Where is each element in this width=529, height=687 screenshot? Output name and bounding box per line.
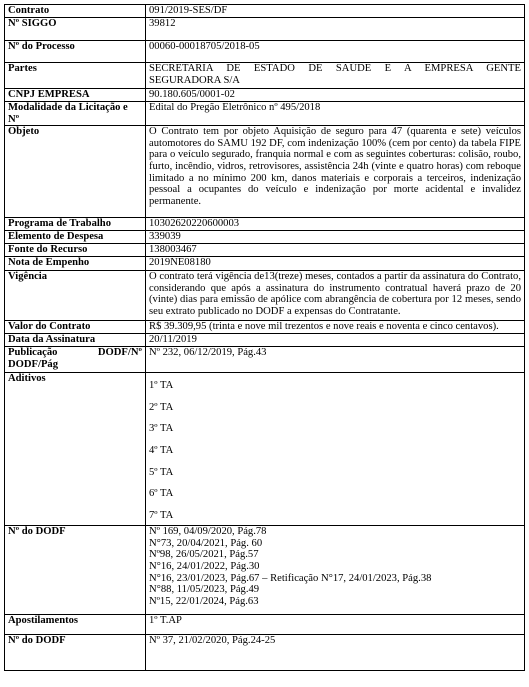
label-dodf-aditivos: Nº do DODF — [5, 526, 146, 615]
value-dodf-apostilamentos: Nº 37, 21/02/2020, Pág.24-25 — [146, 635, 525, 671]
row-elemento — [5, 231, 525, 244]
label-valor: Valor do Contrato — [5, 321, 146, 334]
value-aditivos — [146, 373, 525, 526]
label-partes: Partes — [5, 63, 146, 89]
publicacao-label-line-2: DODF/Pág — [8, 358, 59, 370]
row-apostilamentos — [5, 615, 525, 635]
label-cnpj: CNPJ EMPRESA — [5, 89, 146, 102]
label-publicacao — [5, 347, 146, 373]
value-empenho: 2019NE08180 — [146, 257, 525, 271]
row-siggo — [5, 18, 525, 41]
label-assinatura: Data da Assinatura — [5, 334, 146, 347]
value-processo: 00060-00018705/2018-05 — [146, 41, 525, 63]
label-empenho: Nota de Empenho — [5, 257, 146, 271]
row-valor — [5, 321, 525, 334]
aditivo-item: 4º TA — [149, 444, 174, 456]
aditivo-item: 2º TA — [149, 401, 174, 413]
value-modalidade: Edital do Pregão Eletrônico nº 495/2018 — [146, 102, 525, 126]
value-publicacao: Nº 232, 06/12/2019, Pág.43 — [146, 347, 525, 373]
contract-summary-table — [4, 4, 525, 671]
label-modalidade — [5, 102, 146, 126]
row-aditivos — [5, 373, 525, 526]
label-processo: Nº do Processo — [5, 41, 146, 63]
label-fonte: Fonte do Recurso — [5, 244, 146, 257]
dodf-item: Nº15, 22/01/2024, Pág.63 — [149, 595, 259, 607]
dodf-item: Nº 169, 04/09/2020, Pág.78 — [149, 526, 267, 538]
row-dodf-aditivos — [5, 526, 525, 615]
label-siggo: Nº SIGGO — [5, 18, 146, 41]
row-empenho — [5, 257, 525, 271]
row-modalidade — [5, 102, 525, 126]
row-cnpj — [5, 89, 525, 102]
publicacao-label-line-1 — [8, 347, 142, 359]
value-dodf-aditivos — [146, 526, 525, 615]
value-programa: 10302620220600003 — [146, 218, 525, 231]
modalidade-label-line-2: Nº — [8, 113, 20, 125]
value-elemento: 339039 — [146, 231, 525, 244]
value-objeto: O Contrato tem por objeto Aquisição de seguro para 47 (quarenta e sete) veículos automotores do SAMU 192 DF, com indenização 100% (cem por cento) da tabela FIPE para o veículo segurado, franquia normal e com as seguintes coberturas: colisão, roubo, furto, incêndio, vidros, retrovisores, assistência 24h (vinte e quatro horas) com reboque limitado a no mínimo 200 km, danos materiais e corporais a terceiros, indenização pessoal a ocupantes do veículo e indenização por morte acidental e invalidez permanente. — [146, 126, 525, 218]
row-partes — [5, 63, 525, 89]
label-programa: Programa de Trabalho — [5, 218, 146, 231]
row-processo — [5, 41, 525, 63]
value-valor: R$ 39.309,95 (trinta e nove mil trezentos e nove reais e noventa e cinco centavos). — [146, 321, 525, 334]
modalidade-label-line-1: Modalidade da Licitação e — [8, 102, 128, 113]
value-cnpj: 90.180.605/0001-02 — [146, 89, 525, 102]
aditivo-item: 7º TA — [149, 509, 174, 521]
label-contrato: Contrato — [5, 5, 146, 18]
dodf-item: Nº98, 26/05/2021, Pág.57 — [149, 549, 259, 561]
value-assinatura: 20/11/2019 — [146, 334, 525, 347]
row-dodf-apostilamentos — [5, 635, 525, 671]
dodf-item: N°16, 24/01/2022, Pág.30 — [149, 560, 260, 572]
label-objeto: Objeto — [5, 126, 146, 218]
value-fonte: 138003467 — [146, 244, 525, 257]
row-programa — [5, 218, 525, 231]
aditivo-item: 6º TA — [149, 488, 174, 500]
row-contrato — [5, 5, 525, 18]
dodf-item: N°16, 23/01/2023, Pág.67 – Retificação N°17, 24/01/2023, Pág.38 — [149, 572, 432, 584]
row-publicacao — [5, 347, 525, 373]
value-vigencia: O contrato terá vigência de13(treze) meses, contados a partir da assinatura do Contrato, considerando que após a assinatura do instrumento contratual haverá prazo de 20 (vinte) dias para emissão de apólice com abrangência de cobertura por 12 meses, sendo seu extrato publicado no DODF a expensas do Contratante. — [146, 271, 525, 321]
aditivo-item: 3º TA — [149, 423, 174, 435]
row-objeto — [5, 126, 525, 218]
label-vigencia: Vigência — [5, 271, 146, 321]
label-apostilamentos: Apostilamentos — [5, 615, 146, 635]
row-fonte — [5, 244, 525, 257]
row-assinatura — [5, 334, 525, 347]
dodf-item: N°88, 11/05/2023, Pág.49 — [149, 584, 260, 596]
partes-line-2: SEGURADORA S/A — [149, 74, 240, 86]
partes-line-1: SECRETARIA DE ESTADO DE SAÚDE E A EMPRESA GENTE — [149, 63, 521, 74]
publicacao-label-left: Publicação — [8, 347, 58, 359]
row-vigencia — [5, 271, 525, 321]
label-elemento: Elemento de Despesa — [5, 231, 146, 244]
label-aditivos: Aditivos — [5, 373, 146, 526]
dodf-item: N°73, 20/04/2021, Pág. 60 — [149, 537, 263, 549]
value-partes — [146, 63, 525, 89]
aditivo-item: 5º TA — [149, 466, 174, 478]
value-apostilamentos: 1º T.AP — [146, 615, 525, 635]
value-siggo: 39812 — [146, 18, 525, 41]
aditivo-item: 1º TA — [149, 380, 174, 392]
value-contrato: 091/2019-SES/DF — [146, 5, 525, 18]
label-dodf-apostilamentos: Nº do DODF — [5, 635, 146, 671]
publicacao-label-right: DODF/Nº — [97, 347, 142, 359]
